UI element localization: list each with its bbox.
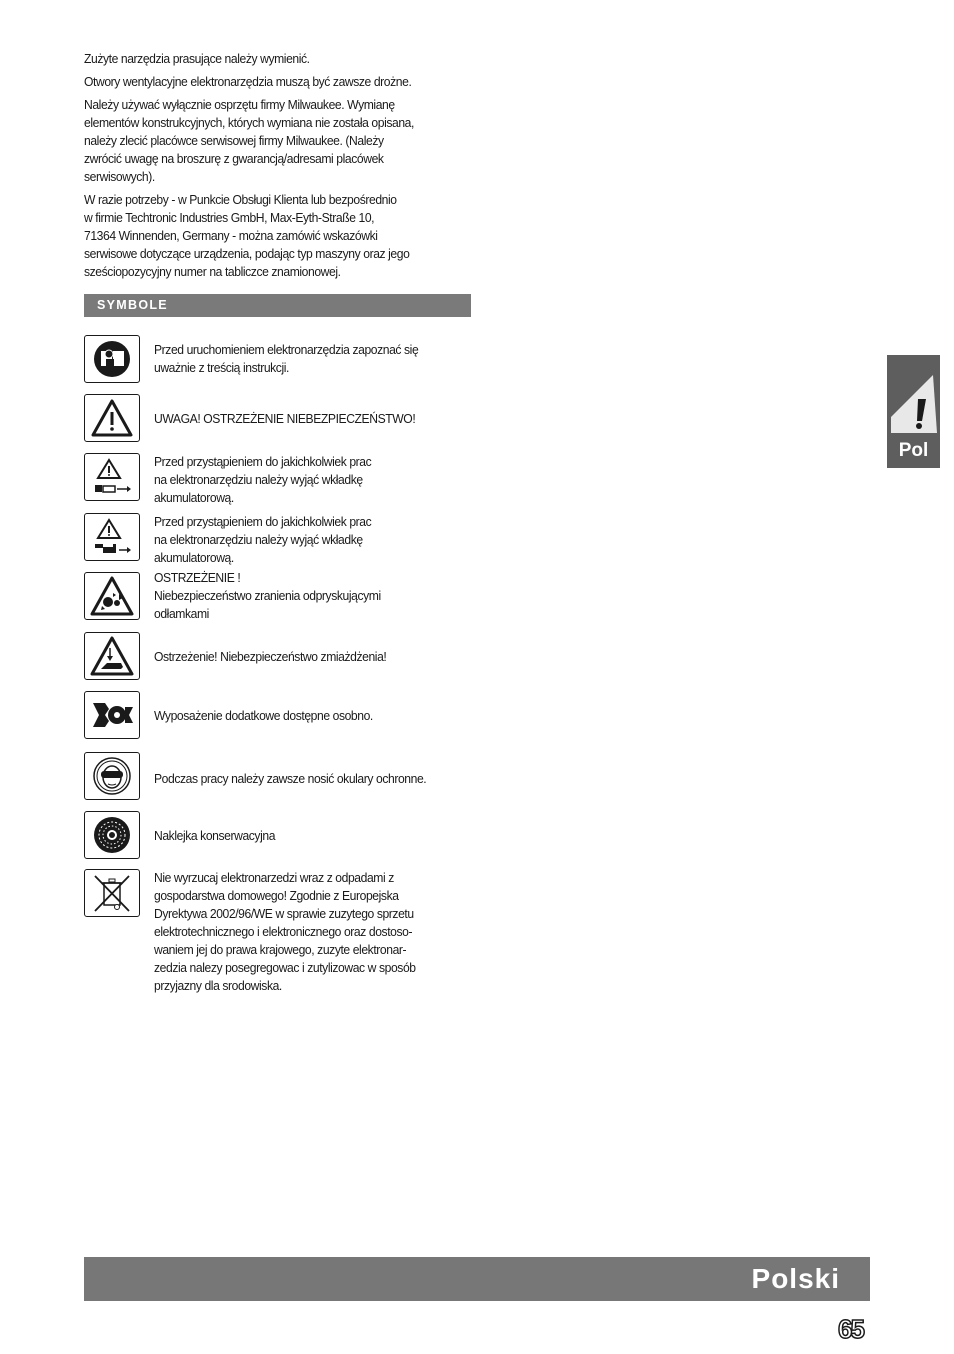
symbol-description <box>154 770 458 788</box>
symbol-description <box>154 453 458 507</box>
flying-fragments-icon <box>84 572 140 620</box>
symbol-description <box>154 569 458 623</box>
text-line: Przed przystąpieniem do jakichkolwiek prac <box>154 454 372 469</box>
text-line: na elektronarzędziu należy wyjąć wkładkę <box>154 532 363 547</box>
text-line: odłamkami <box>154 606 209 621</box>
text-line: elementów konstrukcyjnych, których wymiana nie została opisana, <box>84 115 414 130</box>
symbol-description <box>154 648 458 666</box>
text-line: waniem jej do prawa krajowego, zuzyte elektronar- <box>154 942 407 957</box>
footer-language-label: Polski <box>751 1263 840 1294</box>
language-side-tab <box>887 355 940 468</box>
text-line: gospodarstwa domowego! Zgodnie z Europejska <box>154 888 399 903</box>
remove-battery-icon <box>84 453 140 501</box>
text-line: UWAGA! OSTRZEŻENIE NIEBEZPIECZEŃSTWO! <box>154 411 416 426</box>
symbol-description <box>154 869 458 995</box>
section-title: SYMBOLE <box>97 298 168 312</box>
text-line: zedzia nalezy posegregowac i zutylizowac w sposób <box>154 960 416 975</box>
intro-paragraph-4 <box>84 191 470 281</box>
symbol-description <box>154 341 458 377</box>
text-line: należy zlecić placówce serwisowej firmy Milwaukee. (Należy <box>84 133 384 148</box>
exclamation-icon <box>889 373 939 435</box>
intro-paragraph-1: Zużyte narzędzia prasujące należy wymienić. <box>84 51 310 66</box>
maintenance-sticker-icon <box>84 811 140 859</box>
text-line: uważnie z treścią instrukcji. <box>154 360 289 375</box>
text-line: sześciopozycyjny numer na tabliczce znamionowej. <box>84 264 341 279</box>
text-line: Nie wyrzucaj elektronarzedzi wraz z odpadami z <box>154 870 394 885</box>
symbol-description <box>154 410 458 428</box>
symbol-description <box>154 707 458 725</box>
weee-bin-icon <box>84 869 140 917</box>
accessory-icon <box>84 691 140 739</box>
symbol-description <box>154 513 458 567</box>
text-line: Wyposażenie dodatkowe dostępne osobno. <box>154 708 373 723</box>
symbol-description <box>154 827 458 845</box>
text-line: akumulatorową. <box>154 550 234 565</box>
text-line: Dyrektywa 2002/96/WE w sprawie zuzytego sprzetu <box>154 906 414 921</box>
warning-triangle-icon <box>84 394 140 442</box>
text-line: elektrotechnicznego i elektronicznego oraz dostoso- <box>154 924 413 939</box>
text-line: Należy używać wyłącznie osprzętu firmy Milwaukee. Wymianę <box>84 97 395 112</box>
side-tab-label: Pol <box>898 440 929 461</box>
text-line: Przed przystąpieniem do jakichkolwiek prac <box>154 514 372 529</box>
text-line: Naklejka konserwacyjna <box>154 828 276 843</box>
intro-paragraph-3 <box>84 96 470 186</box>
text-line: w firmie Techtronic Industries GmbH, Max-Eyth-Straße 10, <box>84 210 375 225</box>
text-line: W razie potrzeby - w Punkcie Obsługi Klienta lub bezpośrednio <box>84 192 397 207</box>
text-line: Ostrzeżenie! Niebezpieczeństwo zmiażdżenia! <box>154 649 387 664</box>
section-header-bar <box>84 294 471 317</box>
text-line: Niebezpieczeństwo zranienia odpryskującymi <box>154 588 381 603</box>
text-line: zwrócić uwagę na broszurę z gwarancją/adresami placówek <box>84 151 384 166</box>
text-line: OSTRZEŻENIE ! <box>154 570 241 585</box>
crush-hand-icon <box>84 632 140 680</box>
intro-text <box>84 50 472 286</box>
intro-paragraph-2: Otwory wentylacyjne elektronarzędzia muszą być zawsze drożne. <box>84 74 412 89</box>
text-line: serwisowe dotyczące urządzenia, podając typ maszyny oraz jego <box>84 246 410 261</box>
text-line: przyjazny dla srodowiska. <box>154 978 282 993</box>
read-manual-icon <box>84 335 140 383</box>
text-line: Przed uruchomieniem elektronarzędzia zapoznać się <box>154 342 419 357</box>
page-number: 65 <box>838 1314 863 1344</box>
text-line: 71364 Winnenden, Germany - można zamówić wskazówki <box>84 228 378 243</box>
text-line: Podczas pracy należy zawsze nosić okulary ochronne. <box>154 771 427 786</box>
text-line: serwisowych). <box>84 169 155 184</box>
remove-battery-alt-icon <box>84 513 140 561</box>
footer-language-bar <box>84 1257 870 1301</box>
safety-glasses-icon <box>84 752 140 800</box>
text-line: na elektronarzędziu należy wyjąć wkładkę <box>154 472 363 487</box>
text-line: akumulatorową. <box>154 490 234 505</box>
